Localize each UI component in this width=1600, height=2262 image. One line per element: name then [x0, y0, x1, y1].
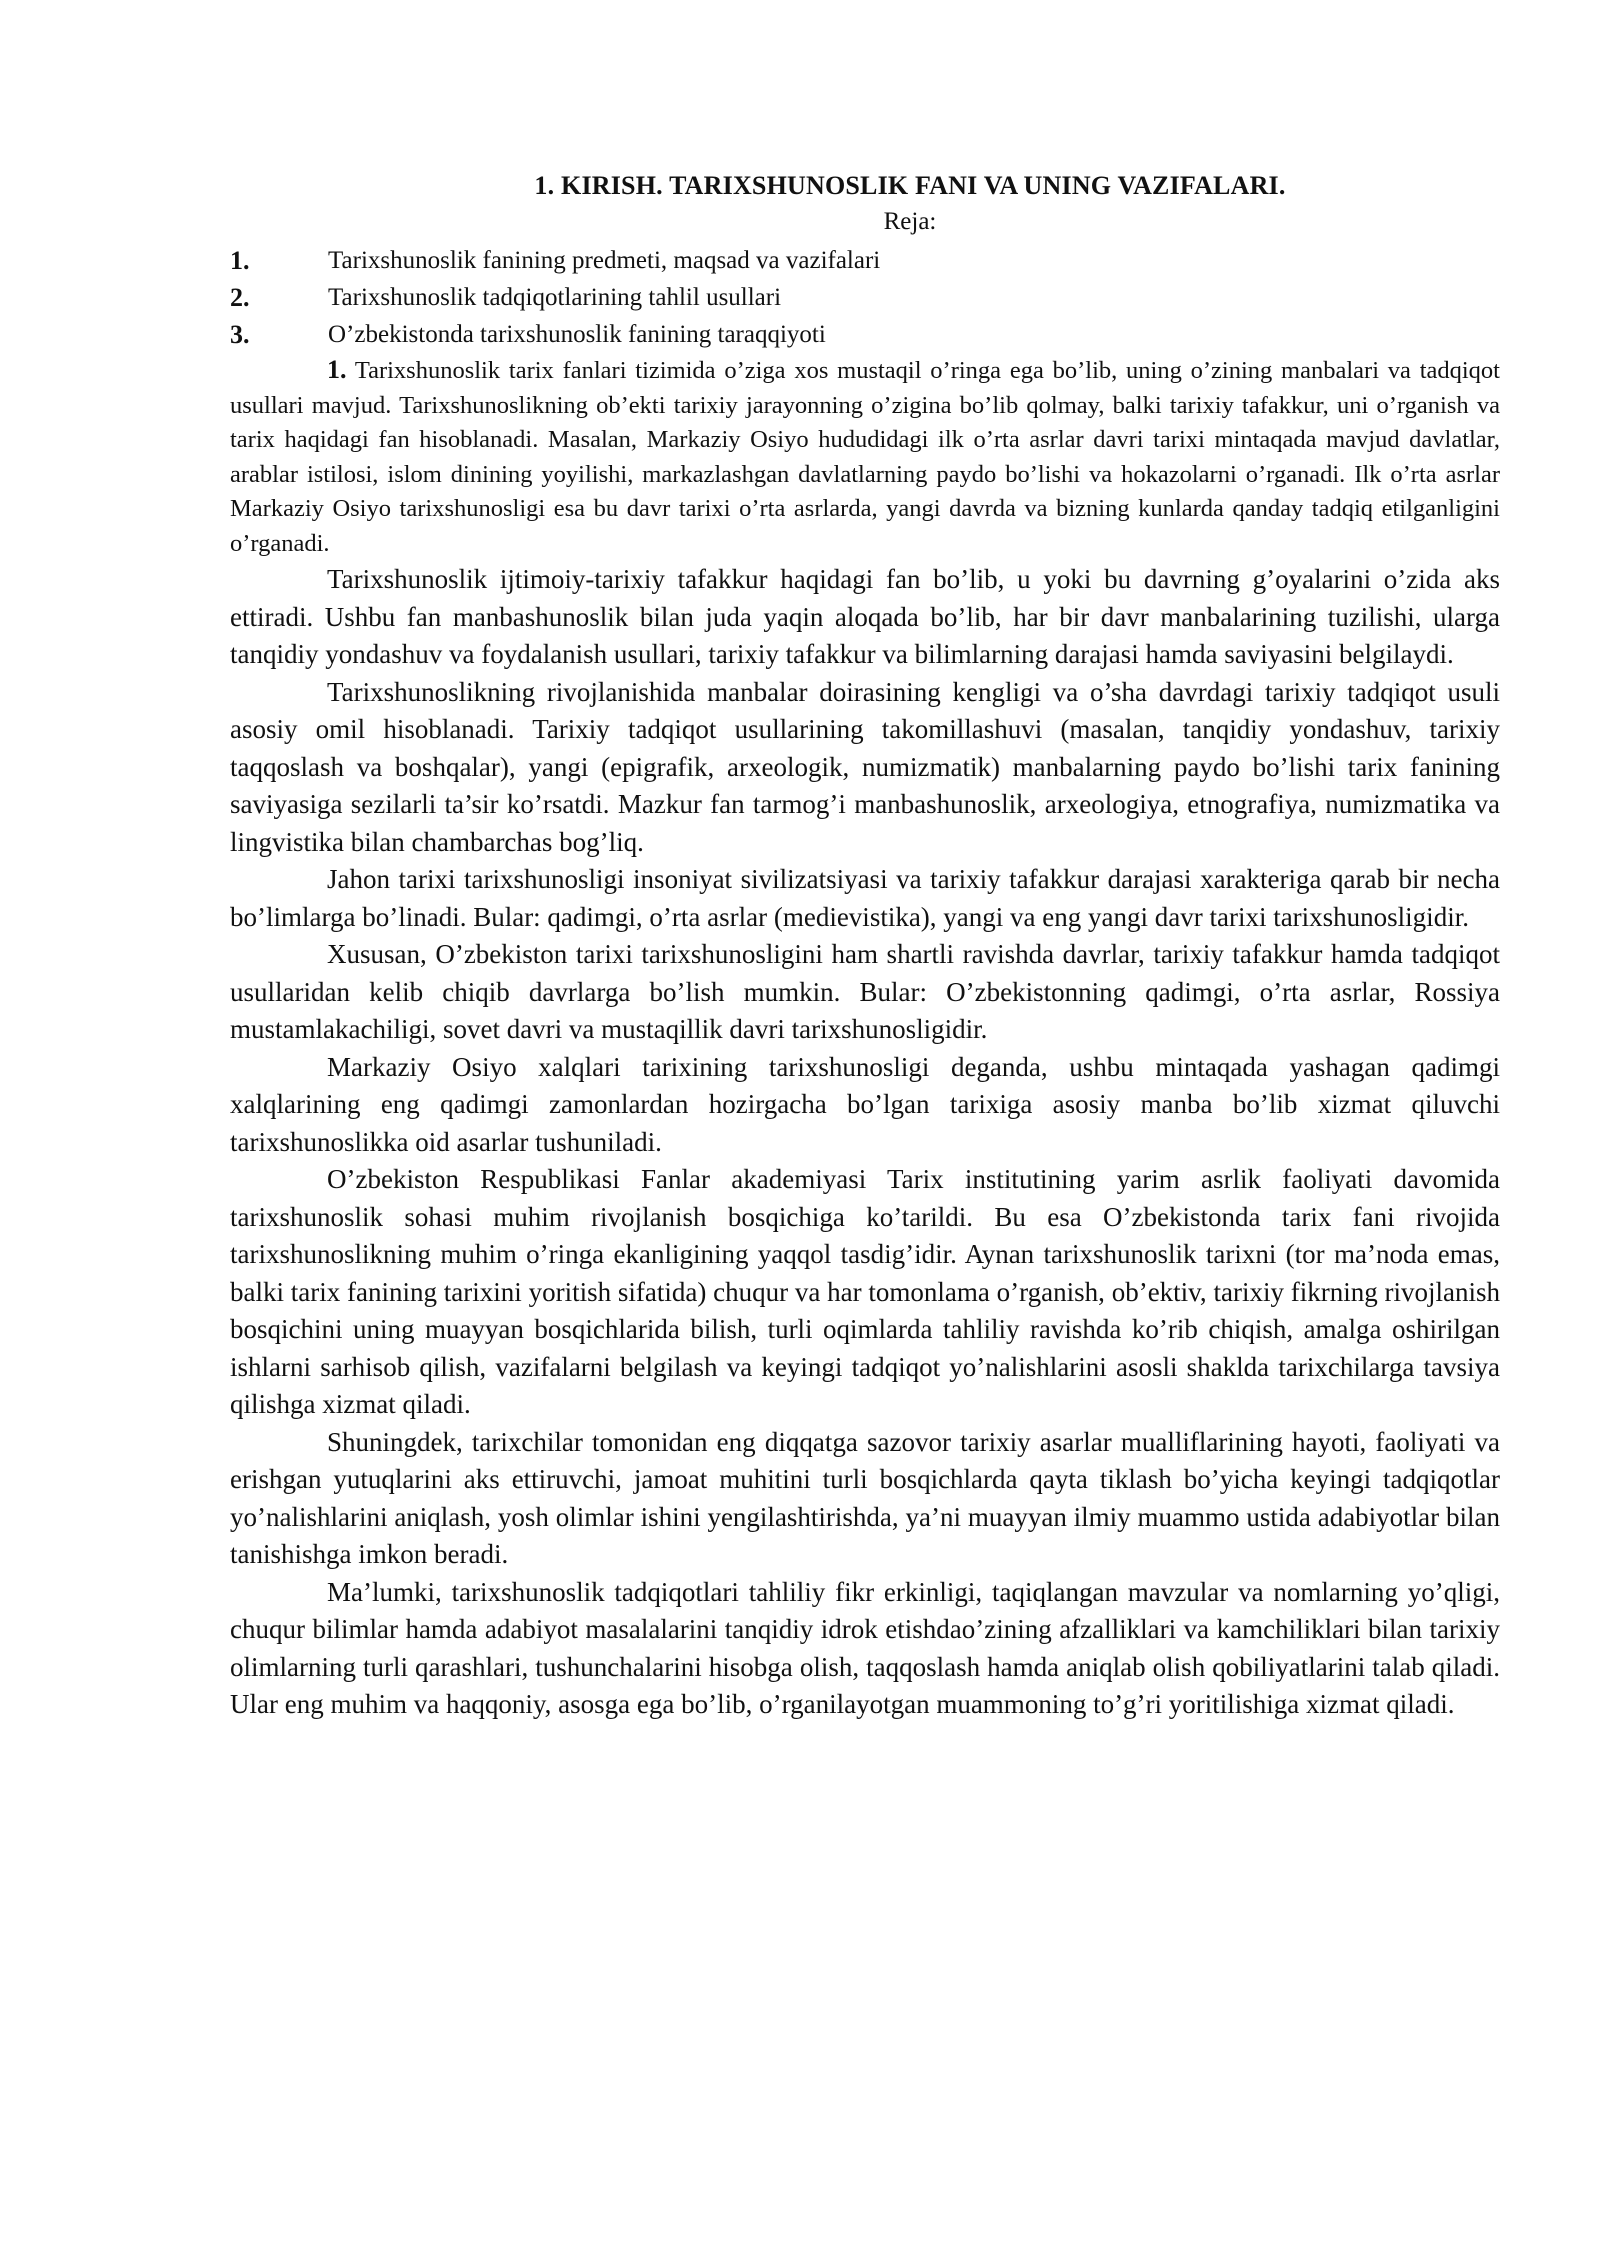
paragraph-intro-text: Tarixshunoslik tarix fanlari tizimida o’ziga xos mustaqil o’ringa ega bo’lib, uning o’zining manbalari va tadqiqot usullari mavjud. Tarixshunoslikning ob’ekti tarixiy jarayonning o’zigina bo’lib qolmay, balki tarixiy tafakkur, uni o’rganish va tarix haqidagi fan hisoblanadi. Masalan, Markaziy Osiyo hududidagi ilk o’rta asrlar davri tarixi mintaqada mavjud davlatlar, arablar istilosi, islom dinining yoyilishi, markazlashgan davlatlarning paydo bo’lishi va hokazolarni o’rganadi. Ilk o’rta asrlar Markaziy Osiyo tarixshunosligi esa bu davr tarixi o’rta asrlarda, yangi davrda va bizning kunlarda qanday tadqiq etilganligini o’rganadi.	[230, 357, 1500, 557]
plan-item-text: Tarixshunoslik tadqiqotlarining tahlil usullari	[328, 284, 782, 311]
paragraph-lead-number: 1.	[327, 355, 347, 384]
paragraph: Xususan, O’zbekiston tarixi tarixshunosligini ham shartli ravishda davrlar, tarixiy tafakkur hamda tadqiqot usullaridan kelib chiqib davrlarga bo’lish mumkin. Bular: O’zbekistonning qadimgi, o’rta asrlar, Rossiya mustamlakachiligi, sovet davri va mustaqillik davri tarixshunosligidir.	[230, 939, 1500, 1044]
plan-heading: Reja:	[883, 208, 937, 235]
paragraph: Shuningdek, tarixchilar tomonidan eng diqqatga sazovor tarixiy asarlar mualliflarining hayoti, faoliyati va erishgan yutuqlarini aks ettiruvchi, jamoat muhitini turli bosqichlarda qayta tiklash bo’yicha keyingi tadqiqotlar yo’nalishlarini aniqlash, yosh olimlar ishini yengilashtirishda, ya’ni muayyan ilmiy muammo ustida adabiyotlar bilan tanishishga imkon beradi.	[230, 1426, 1500, 1569]
paragraph: Tarixshunoslikning rivojlanishida manbalar doirasining kengligi va o’sha davrdagi tarixiy tadqiqot usuli asosiy omil hisoblanadi. Tarixiy tadqiqot usullarining takomillashuvi (masalan, tanqidiy yondashuv, tarixiy taqqoslash va boshqalar), yangi (epigrafik, arxeologik, numizmatik) manbalarning paydo bo’lishi tarix fanining saviyasiga sezilarli ta’sir ko’rsatdi. Mazkur fan tarmog’i manbashunoslik, arxeologiya, etnografiya, numizmatika va lingvistika bilan chambarchas bog’liq.	[230, 676, 1500, 857]
plan-list	[230, 242, 1500, 353]
paragraph: Tarixshunoslik ijtimoiy-tarixiy tafakkur haqidagi fan bo’lib, u yoki bu davrning g’oyalarini o’zida aks ettiradi. Ushbu fan manbashunoslik bilan juda yaqin aloqada bo’lib, har bir davr manbalarining tuzilishi, ularga tanqidiy yondashuv va foydalanish usullari, tarixiy tafakkur va bilimlarning darajasi hamda saviyasini belgilaydi.	[230, 564, 1500, 669]
document-page	[230, 168, 1500, 1724]
page-title: 1. KIRISH. TARIXSHUNOSLIK FANI VA UNING VAZIFALARI.	[534, 171, 1286, 200]
paragraph-intro	[230, 353, 1500, 561]
plan-item-number: 1.	[230, 246, 250, 275]
plan-item-3	[230, 316, 1500, 353]
plan-item-text: Tarixshunoslik fanining predmeti, maqsad va vazifalari	[328, 247, 881, 274]
paragraph: Markaziy Osiyo xalqlari tarixining tarixshunosligi deganda, ushbu mintaqada yashagan qadimgi xalqlarining eng qadimgi zamonlardan hozirgacha bo’lgan tarixiga asosiy manba bo’lib xizmat qiluvchi tarixshunoslikka oid asarlar tushuniladi.	[230, 1051, 1500, 1157]
paragraph: Ma’lumki, tarixshunoslik tadqiqotlari tahliliy fikr erkinligi, taqiqlangan mavzular va nomlarning yo’qligi, chuqur bilimlar hamda adabiyot masalalarini tanqidiy idrok etishdao’zining afzalliklari va kamchiliklari bilan tarixiy olimlarning turli qarashlari, tushunchalarini hisobga olish, taqqoslash hamda aniqlab olish qobiliyatlarini talab qiladi. Ular eng muhim va haqqoniy, asosga ega bo’lib, o’rganilayotgan muammoning to’g’ri yoritilishiga xizmat qiladi.	[230, 1576, 1500, 1719]
paragraph: Jahon tarixi tarixshunosligi insoniyat sivilizatsiyasi va tarixiy tafakkur darajasi xarakteriga qarab bir necha bo’limlarga bo’linadi. Bular: qadimgi, o’rta asrlar (medievistika), yangi va eng yangi davr tarixi tarixshunosligidir.	[230, 864, 1500, 932]
plan-item-number: 2.	[230, 283, 250, 312]
plan-item-number: 3.	[230, 320, 250, 349]
plan-item-text: O’zbekistonda tarixshunoslik fanining taraqqiyoti	[328, 321, 826, 348]
plan-item-2	[230, 279, 1500, 316]
plan-item-1	[230, 242, 1500, 279]
paragraph: O’zbekiston Respublikasi Fanlar akademiyasi Tarix institutining yarim asrlik faoliyati davomida tarixshunoslik sohasi muhim rivojlanish bosqichiga ko’tarildi. Bu esa O’zbekistonda tarix fani rivojida tarixshunoslikning muhim o’ringa ekanligining yaqqol tasdig’idir. Aynan tarixshunoslik tarixni (tor ma’noda emas, balki tarix fanining tarixini yoritish sifatida) chuqur va har tomonlama o’rganish, ob’ektiv, tarixiy fikrning rivojlanish bosqichini uning muayyan bosqichlarida bilish, turli oqimlarda tahliliy ravishda ko’rib chiqish, amalga oshirilgan ishlarni sarhisob qilish, vazifalarni belgilash va keyingi tadqiqot yo’nalishlarini asosli shaklda tarixchilarga tavsiya qilishga xizmat qiladi.	[230, 1164, 1500, 1419]
